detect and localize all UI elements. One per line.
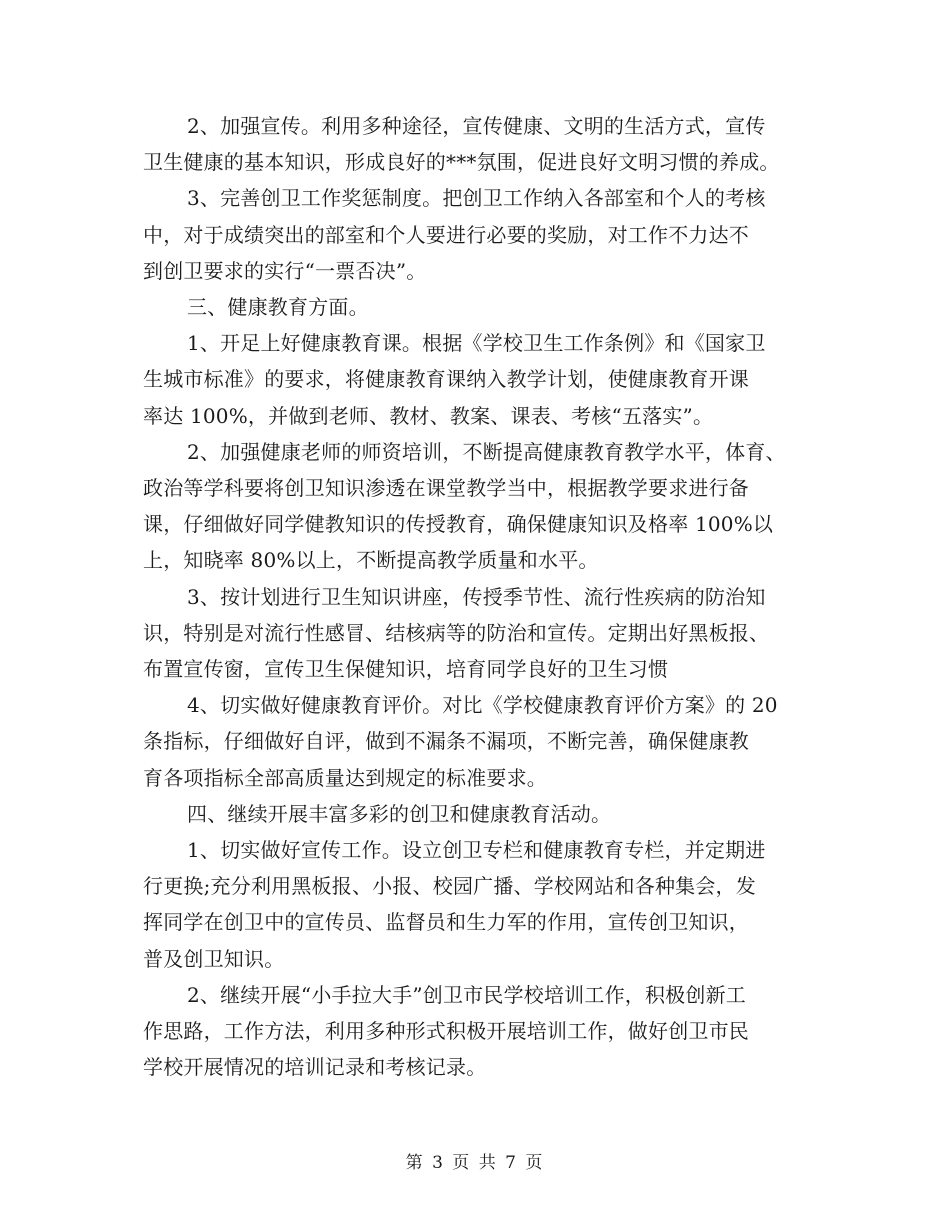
text-line: 布置宣传窗，宣传卫生保健知识，培育同学良好的卫生习惯 — [143, 657, 669, 682]
text-line: 2、继续开展“小手拉大手”创卫市民学校培训工作，积极创新工 — [187, 982, 746, 1007]
text-line: 学校开展情况的培训记录和考核记录。 — [143, 1055, 487, 1080]
text-line: 课，仔细做好同学健教知识的传授教育，确保健康知识及格率 100%以 — [143, 512, 774, 537]
text-line: 条指标，仔细做好自评，做到不漏条不漏项，不断完善，确保健康教 — [143, 729, 749, 754]
paragraph — [143, 832, 813, 977]
paragraph — [143, 108, 813, 180]
text-line: 1、切实做好宣传工作。设立创卫专栏和健康教育专栏，并定期进 — [187, 838, 766, 863]
text-line: 政治等学科要将创卫知识渗透在课堂教学当中，根据教学要求进行备 — [143, 476, 749, 501]
text-line: 挥同学在创卫中的宣传员、监督员和生力军的作用，宣传创卫知识， — [143, 910, 749, 935]
text-line: 生城市标准》的要求，将健康教育课纳入教学计划，使健康教育开课 — [143, 367, 749, 392]
paragraph — [143, 325, 813, 434]
text-line: 2、加强宣传。利用多种途径，宣传健康、文明的生活方式，宣传 — [187, 114, 766, 138]
document-body — [143, 108, 813, 1085]
text-line: 4、切实做好健康教育评价。对比《学校健康教育评价方案》的 20 — [187, 693, 778, 718]
text-line: 3、按计划进行卫生知识讲座，传授季节性、流行性疾病的防治知 — [187, 584, 766, 609]
paragraph — [143, 977, 813, 1086]
paragraph — [143, 180, 813, 289]
paragraph — [143, 579, 813, 688]
page-footer: 第 3 页 共 7 页 — [405, 1153, 545, 1173]
text-line: 普及创卫知识。 — [143, 946, 285, 971]
text-line: 卫生健康的基本知识，形成良好的***氛围，促进良好文明习惯的养成。 — [143, 150, 780, 175]
text-line: 作思路，工作方法，利用多种形式积极开展培训工作，做好创卫市民 — [143, 1019, 749, 1044]
text-line: 1、开足上好健康教育课。根据《学校卫生工作条例》和《国家卫 — [187, 331, 766, 356]
paragraph — [143, 289, 813, 325]
text-line: 识，特别是对流行性感冒、结核病等的防治和宣传。定期出好黑板报、 — [143, 620, 770, 645]
text-line: 育各项指标全部高质量达到规定的标准要求。 — [143, 765, 547, 790]
text-line: 中，对于成绩突出的部室和个人要进行必要的奖励，对工作不力达不 — [143, 222, 749, 247]
text-line: 行更换;充分利用黑板报、小报、校园广播、学校网站和各种集会，发 — [143, 874, 756, 899]
text-line: 2、加强健康老师的师资培训，不断提高健康教育教学水平，体育、 — [187, 439, 786, 464]
paragraph — [143, 796, 813, 832]
paragraph — [143, 434, 813, 579]
text-line: 率达 100%，并做到老师、教材、教案、课表、考核“五落实”。 — [143, 403, 714, 428]
paragraph — [143, 687, 813, 796]
text-line: 3、完善创卫工作奖惩制度。把创卫工作纳入各部室和个人的考核 — [187, 186, 766, 211]
text-line: 到创卫要求的实行“一票否决”。 — [143, 258, 427, 283]
text-line: 三、健康教育方面。 — [187, 295, 369, 320]
text-line: 上，知晓率 80%以上，不断提高教学质量和水平。 — [143, 548, 599, 573]
text-line: 四、继续开展丰富多彩的创卫和健康教育活动。 — [187, 801, 612, 826]
